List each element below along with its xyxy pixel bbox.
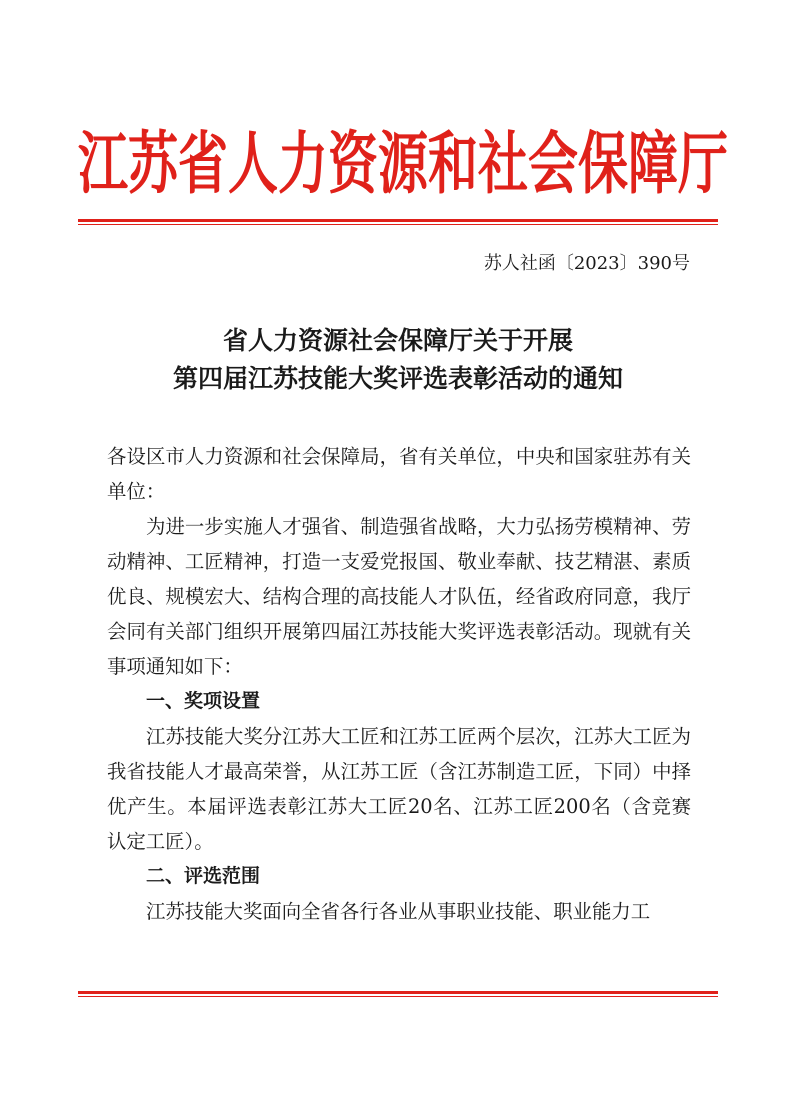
document-title-line-2: 第四届江苏技能大奖评选表彰活动的通知 — [172, 364, 623, 393]
scope-paragraph: 江苏技能大奖面向全省各行各业从事职业技能、职业能力工 — [146, 900, 651, 923]
document-number: 苏人社函〔2023〕390号 — [483, 253, 690, 274]
document-body — [107, 439, 691, 929]
document-title — [78, 322, 718, 398]
masthead-divider — [78, 219, 718, 226]
intro-paragraph: 为进一步实施人才强省、制造强省战略，大力弘扬劳模精神、劳动精神、工匠精神，打造一支爱党报国、敬业奉献、技艺精湛、素质优良、规模宏大、结构合理的高技能人才队伍，经省政府同意，我厅会同有关部门组织开展第四届江苏技能大奖评选表彰活动。现就有关事项通知如下： — [107, 515, 691, 678]
document-title-line-1: 省人力资源社会保障厅关于开展 — [222, 326, 573, 355]
salutation: 各设区市人力资源和社会保障局，省有关单位，中央和国家驻苏有关单位： — [107, 445, 691, 503]
footer-divider-thin-line — [78, 996, 718, 997]
footer-divider-thick-line — [78, 991, 718, 994]
awards-paragraph: 江苏技能大奖分江苏大工匠和江苏工匠两个层次，江苏大工匠为我省技能人才最高荣誉，从江苏工匠（含江苏制造工匠，下同）中择优产生。本届评选表彰江苏大工匠20名、江苏工匠200名（含竞赛认定工匠）。 — [107, 725, 691, 853]
section-heading-scope: 二、评选范围 — [146, 865, 261, 887]
masthead-title: 江苏省人力资源和社会保障厅 — [78, 124, 728, 204]
divider-thick-line — [78, 219, 718, 222]
section-heading-awards: 一、奖项设置 — [146, 690, 261, 712]
footer-divider — [78, 991, 718, 998]
divider-thin-line — [78, 224, 718, 225]
